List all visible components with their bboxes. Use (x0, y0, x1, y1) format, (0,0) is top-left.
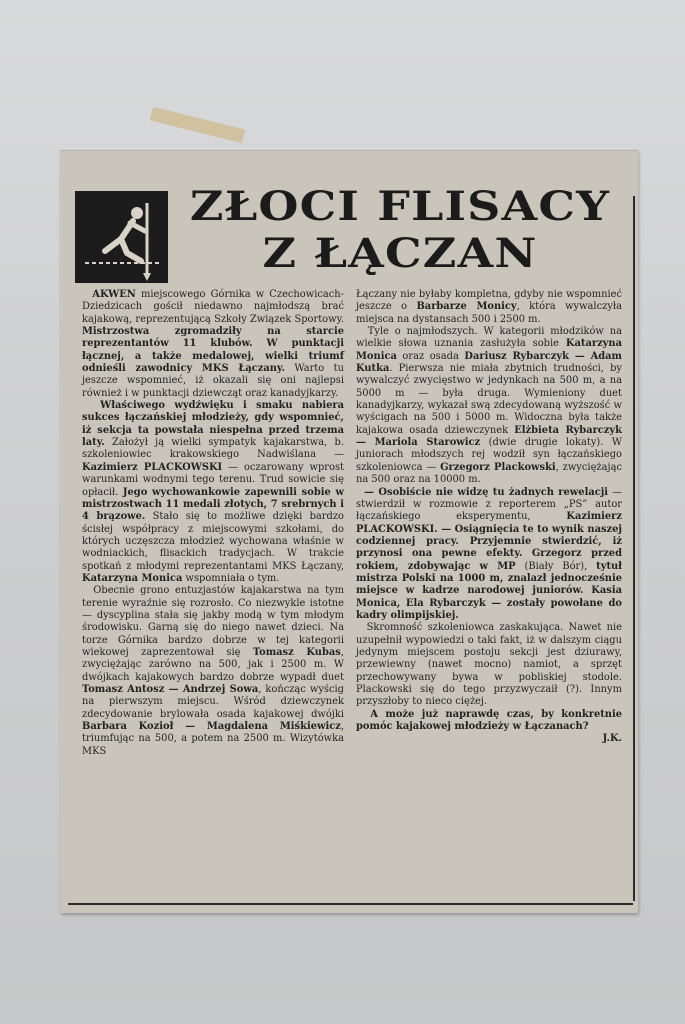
text-bold: Mistrzostwa zgromadziły na starcie reprezentantów 11 klubów. W punktacji łącznej, a także medalowej, wielki triumf odnieśli zawodnicy MKS Łączany. (82, 326, 344, 375)
text-run: Stało się to możliwe dzięki bardzo ścisłej współpracy z miejscowymi szkołami, do których uczęszcza młodzież wychowana właśnie w wodniackich, flisackich tradycjach. W trakcie spotkań z młodymi reprezentantami MKS Łączany, (82, 511, 344, 572)
text-run: , triumfując na 500, a potem na 2500 m. Wizytówka MKS (82, 721, 344, 757)
bottom-rule (68, 903, 633, 905)
person-name: Katarzyna Monica (82, 572, 183, 584)
text-run: wspomniała o tym. (182, 572, 280, 584)
person-name: Barbara Kozioł — Magdalena Miśkiewicz (82, 721, 341, 733)
text-run: miejscowego Górnika w Czechowicach-Dziedzicach gościł niedawno najmłodszą brać kajakową, reprezentującą Szkoły Związek Sportowy. (82, 289, 344, 325)
right-paragraph-1 (356, 289, 622, 326)
text-run: — stwierdził w rozmowie z reporterem „PS” autor łączańskiego eksperymentu, (356, 486, 623, 523)
headline-line-2: Z ŁĄCZAN (262, 230, 538, 277)
right-column (356, 289, 622, 746)
text-bold: — Osobiście nie widzę tu żadnych rewelacji (364, 486, 609, 498)
text-run: Tyle o najmłodszych. W kategorii młodzików na wielkie słowa uznania zasłużyła sobie (356, 326, 622, 350)
text-run: Skromność szkoleniowca zaskakująca. Nawet nie uzupełnił wypowiedzi o taki fakt, iż w dalszym ciągu jedynym miejscem postoju sekcji jest dziurawy, przewiewny (nawet mocno) namiot, a sprzęt przechowywany bywa w pobliskiej stodole. Plackowski się do tego przyzwyczaił (?). Innym przyszłoby to nieco ciężej. (356, 622, 623, 708)
text-run: , zwyciężając na 500 oraz na 10000 m. (356, 461, 622, 486)
column-rule (633, 196, 635, 901)
article-headline (170, 183, 630, 277)
left-paragraph-1 (82, 289, 344, 400)
newspaper-clipping (60, 150, 638, 913)
text-run: oraz osada (396, 350, 465, 362)
person-name: Katarzyna Monica (356, 338, 622, 362)
left-column (82, 289, 344, 758)
right-paragraph-3 (356, 487, 622, 623)
left-paragraph-3 (82, 585, 344, 758)
text-bold: tytuł mistrza Polski na 1000 m, znalazł jednocześnie miejsce w kadrze narodowej juniorów. Kasia Monica, Ela Rybarczyk — zostały powołane do kadry olimpijskiej. (356, 560, 622, 621)
person-name: Tomasz Antosz — Andrzej Sowa (82, 684, 259, 695)
person-name: Elżbieta Rybarczyk — Mariola Starowicz (356, 424, 622, 449)
right-paragraph-2 (356, 326, 622, 486)
text-run: Warto tu jeszcze wspomnieć, iż okazali się oni najlepsi również i w punktacji dziewcząt oraz kanadyjkarzy. (82, 363, 344, 399)
left-paragraph-2 (82, 400, 344, 585)
person-name: Dariusz Rybarczyk — Adam Kutka (356, 350, 622, 375)
text-run: — oczarowany wprost warunkami wodnymi tego terenu. Trud sowicie się opłacił. (82, 461, 344, 498)
text-run: , kończąc wyścig na pierwszym miejscu. Wśród dziewczynek zdecydowanie brylowała osada kajakowej dwójki (82, 684, 344, 720)
text-run: Łączany nie byłaby kompletna, gdyby nie wspomnieć jeszcze o (356, 289, 622, 313)
text-bold: Jego wychowankowie zapewnili sobie w mistrzostwach 11 medali złotych, 7 srebrnych i 4 brązowe. (82, 486, 344, 523)
text-run: , która wywalczyła miejsca na dystansach 500 i 2500 m. (356, 301, 622, 325)
text-run: , zwyciężając zarówno na 500, jak i 2500 m. W dwójkach kajakowych bardzo dobrze wypadł duet (82, 646, 344, 683)
text-run: Założył ją wielki sympatyk kajakarstwa, b. szkoleniowiec krakowskiego Nadwiślana — (82, 437, 344, 461)
text-run: (dwie drugie lokaty). W juniorach młodszych rej wodził syn łączańskiego szkoleniowca — (356, 437, 622, 473)
person-name: Tomasz Kubas (252, 646, 341, 658)
right-paragraph-5 (356, 709, 622, 734)
text-run: (Biały Bór), (515, 560, 597, 572)
person-name: Barbarze Monicy (416, 301, 517, 313)
text-run: . Pierwsza nie miała zbytnich trudności, by wywalczyć zwycięstwo w jedynkach na 500 m, a na 5000 m — była druga. Wymieniony duet kanadyjkarzy, wykazał swą zdecydowaną wyższość w wyścigach na 500 i 5000 m. Widoczna była także kajakowa osada dziewczynek (356, 363, 622, 436)
person-name: Kazimierz PLACKOWSKI (356, 511, 622, 535)
person-name: Grzegorz Plackowski (440, 461, 556, 473)
text-bold: Właściwego wydźwięku i smaku nabiera sukces łączańskiej młodzieży, gdy wspomnieć, iż sekcja ta powstała niespełna przed trzema laty. (82, 400, 344, 449)
text-run: Obecnie grono entuzjastów kajakarstwa na tym terenie wyraźnie się rozrosło. Co niezwykle istotne — dyscyplina stała się jakby modą w tym młodym środowisku. Garną się do niego nawet dzieci. Na torze Górnika bardzo dobrze w tej kategorii wiekowej zaprezentował się (82, 585, 344, 658)
headline-line-1: ZŁOCI FLISACY (189, 183, 611, 230)
right-paragraph-4 (356, 622, 622, 708)
person-name: Kazimierz PLACKOWSKI (82, 461, 223, 473)
text-bold: A może już naprawdę czas, by konkretnie pomóc kajakowej młodzieży w Łączanach? (356, 708, 622, 733)
adhesive-tape (150, 107, 246, 144)
lead-word: AKWEN (92, 289, 136, 300)
author-signature: J.K. (602, 733, 622, 745)
text-bold: . — Osiągnięcia te to wynik naszej codziennej pracy. Przyjemnie stwierdzić, iż przynosi ona pewne efekty. Grzegorz przed rokiem, zdobywając w MP (356, 523, 622, 572)
